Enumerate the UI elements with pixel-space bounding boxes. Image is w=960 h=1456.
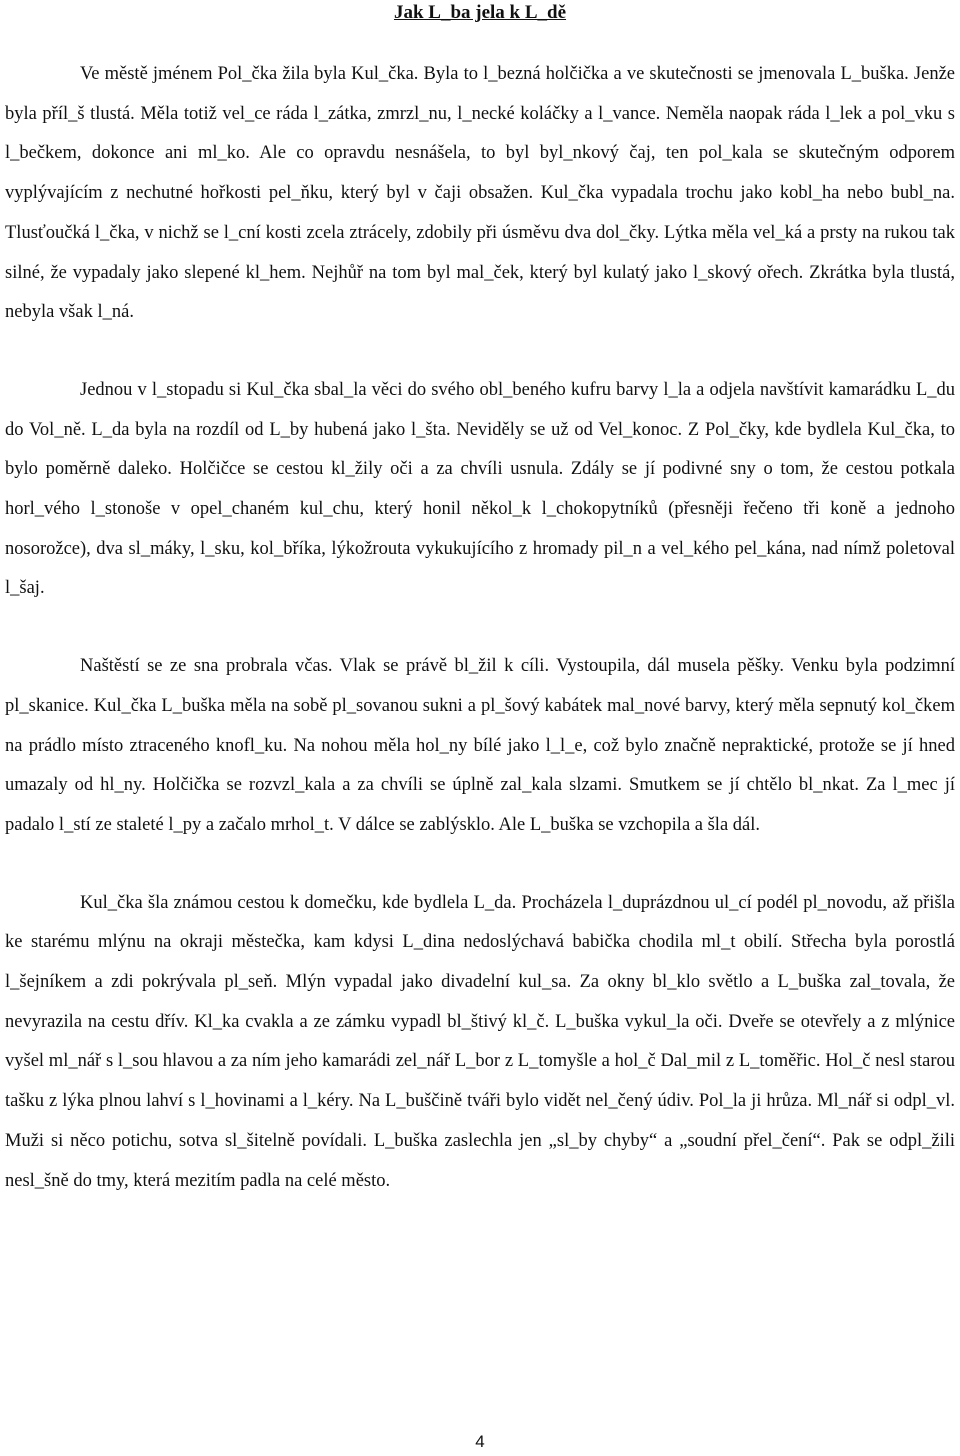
story-body (5, 55, 955, 1201)
page-title: Jak L_ba jela k L_dě (393, 2, 567, 23)
paragraph: Kul_čka šla známou cestou k domečku, kde bydlela L_da. Procházela l_duprázdnou ul_cí podél pl_novodu, až přišla ke starému mlýnu na okraji městečka, kam kdysi L_dina nedoslýchavá babička chodila ml_t obilí. Střecha byla porostlá l_šejníkem a zdi pokrývala pl_seň. Mlýn vypadal jako divadelní kul_sa. Za okny bl_klo světlo a L_buška zal_tovala, že nevyrazila na cestu dřív. Kl_ka cvakla a ze zámku vypadl bl_štivý kl_č. L_buška vykul_la oči. Dveře se otevřely a z mlýnice vyšel ml_nář s l_sou hlavou a za ním jeho kamarádi zel_nář L_bor z L_tomyšle a hol_č Dal_mil z L_toměřic. Hol_č nesl starou tašku z lýka plnou lahví s l_hovinami a l_kéry. Na L_buščině tváři bylo vidět nel_čený údiv. Pol_la ji hrůza. Ml_nář si odpl_vl. Muži si něco potichu, sotva sl_šitelně povídali. L_buška zaslechla jen „sl_by chyby“ a „soudní přel_čení“. Pak se odpl_žili nesl_šně do tmy, která mezitím padla na celé město. (5, 892, 955, 1191)
paragraph: Naštěstí se ze sna probrala včas. Vlak se právě bl_žil k cíli. Vystoupila, dál musela pěšky. Venku byla podzimní pl_skanice. Kul_čka L_buška měla na sobě pl_sovanou sukni a pl_šový kabátek mal_nové barvy, který měla sepnutý kol_čkem na prádlo místo ztraceného knofl_ku. Na nohou měla hol_ny bílé jako l_l_e, což bylo značně nepraktické, protože se jí hned umazaly od hl_ny. Holčička se rozvzl_kala a za chvíli se úplně zal_kala slzami. Smutkem se jí chtělo bl_nkat. Za l_mec jí padalo l_stí ze staleté l_py a začalo mrhol_t. V dálce se zablýsklo. Ale L_buška se vzchopila a šla dál. (5, 656, 955, 835)
paragraph: Ve městě jménem Pol_čka žila byla Kul_čka. Byla to l_bezná holčička a ve skutečnosti se jmenovala L_buška. Jenže byla příl_š tlustá. Měla totiž vel_ce ráda l_zátka, zmrzl_nu, l_necké koláčky a l_vance. Neměla naopak ráda l_lek a pol_vku s l_bečkem, dokonce ani ml_ko. Ale co opravdu nesnášela, to byl byl_nkový čaj, ten pol_kala se skutečným odporem vyplývajícím z nechutné hořkosti pel_ňku, který byl v čaji obsažen. Kul_čka vypadala trochu jako kobl_ha nebo bubl_na. Tlusťoučká l_čka, v nichž se l_cní kosti zcela ztrácely, zdobily při úsměvu dva dol_čky. Lýtka měla vel_ká a prsty na rukou tak silné, že vypadaly jako slepené kl_hem. Nejhůř na tom byl mal_ček, který byl kulatý jako l_skový ořech. Zkrátka byla tlustá, nebyla však l_ná. (5, 64, 955, 323)
page-number: 4 (475, 1432, 485, 1451)
paragraph: Jednou v l_stopadu si Kul_čka sbal_la věci do svého obl_beného kufru barvy l_la a odjela navštívit kamarádku L_du do Vol_ně. L_da byla na rozdíl od L_by hubená jako l_šta. Neviděly se už od Vel_konoc. Z Pol_čky, kde bydlela Kul_čka, to bylo poměrně daleko. Holčičce se cestou kl_žily oči a za chvíli usnula. Zdály se jí podivné sny o tom, že cestou potkala horl_vého l_stonoše v opel_chaném kul_chu, který honil někol_k l_chokopytníků (přesněji řečeno tři koně a jednoho nosorožce), dva sl_máky, l_sku, kol_bříka, lýkožrouta vykukujícího z hromady pil_n a vel_kého pel_kána, nad nímž poletoval l_šaj. (5, 379, 955, 599)
